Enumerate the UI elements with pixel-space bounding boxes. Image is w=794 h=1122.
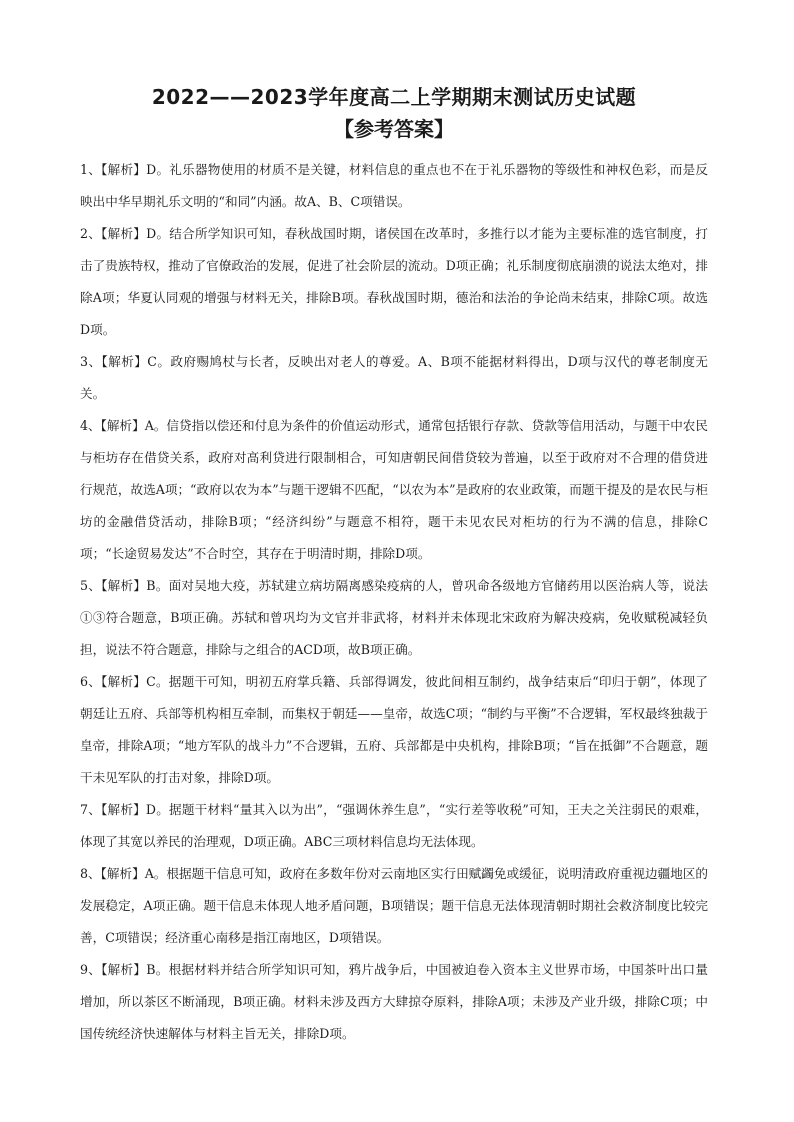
document-title: 2022——2023学年度高二上学期期末测试历史试题 [151,85,637,109]
answer-item-7: 7、【解析】D。据题干材料“量其入以为出”，“强调休养生息”，“实行差等收税”可知，王夫之关注弱民的艰难，体现了其宽以养民的治理观，D项正确。ABC三项材料信息均无法体现。 [80,802,708,849]
answer-item-8: 8、【解析】A。根据题干信息可知，政府在多数年份对云南地区实行田赋蠲免或缓征，说明清政府重视边疆地区的发展稳定，A项正确。题干信息未体现人地矛盾问题，B项错误；题干信息无法体现清朝时期社会救济制度比较完善，C项错误；经济重心南移是指江南地区，D项错误。 [80,866,708,945]
answer-list [80,154,708,1050]
answer-item-5: 5、【解析】B。面对吴地大疫，苏轼建立病坊隔离感染疫病的人，曾巩命各级地方官储药用以医治病人等，说法①③符合题意，B项正确。苏轼和曾巩均为文官并非武将，材料并未体现北宋政府为解决疫病，免收赋税减轻负担，说法不符合题意，排除与之组合的ACD项，故B项正确。 [80,578,708,657]
answer-item-1: 1、【解析】D。礼乐器物使用的材质不是关键，材料信息的重点也不在于礼乐器物的等级性和神权色彩，而是反映出中华早期礼乐文明的“和同”内涵。故A、B、C项错误。 [80,162,708,209]
answer-item-9: 9、【解析】B。根据材料并结合所学知识可知，鸦片战争后，中国被迫卷入资本主义世界市场，中国茶叶出口量增加，所以茶区不断涌现，B项正确。材料未涉及西方大肆掠夺原料，排除A项；未涉及产业升级，排除C项；中国传统经济快速解体与材料主旨无关，排除D项。 [80,962,708,1041]
answer-item-2: 2、【解析】D。结合所学知识可知，春秋战国时期，诸侯国在改革时，多推行以才能为主要标准的选官制度，打击了贵族特权，推动了官僚政治的发展，促进了社会阶层的流动。D项正确；礼乐制度彻底崩溃的说法太绝对，排除A项；华夏认同观的增强与材料无关，排除B项。春秋战国时期，德治和法治的争论尚未结束，排除C项。故选D项。 [80,226,708,337]
answer-item-3: 3、【解析】C。政府赐鸠杖与长者，反映出对老人的尊爱。A、B项不能据材料得出，D项与汉代的尊老制度无关。 [80,354,708,401]
answer-item-4: 4、【解析】A。信贷指以偿还和付息为条件的价值运动形式，通常包括银行存款、贷款等信用活动，与题干中农民与柜坊存在借贷关系，政府对高利贷进行限制相合，可知唐朝民间借贷较为普遍，以至于政府对不合理的借贷进行规范，故选A项；“政府以农为本”与题干逻辑不匹配，“以农为本”是政府的农业政策，而题干提及的是农民与柜坊的金融借贷活动，排除B项；“经济纠纷”与题意不相符，题干未见农民对柜坊的行为不满的信息，排除C项；“长途贸易发达”不合时空，其存在于明清时期，排除D项。 [80,418,708,561]
answer-item-6: 6、【解析】C。据题干可知，明初五府掌兵籍、兵部得调发，彼此间相互制约，战争结束后“印归于朝”，体现了朝廷让五府、兵部等机构相互牵制，而集权于朝廷——皇帝，故选C项；“制约与平衡”不合逻辑，军权最终独裁于皇帝，排除A项；“地方军队的战斗力”不合逻辑，五府、兵部都是中央机构，排除B项；“旨在抵御”不合题意，题干未见军队的打击对象，排除D项。 [80,674,708,785]
document-subtitle: 【参考答案】 [334,117,454,141]
